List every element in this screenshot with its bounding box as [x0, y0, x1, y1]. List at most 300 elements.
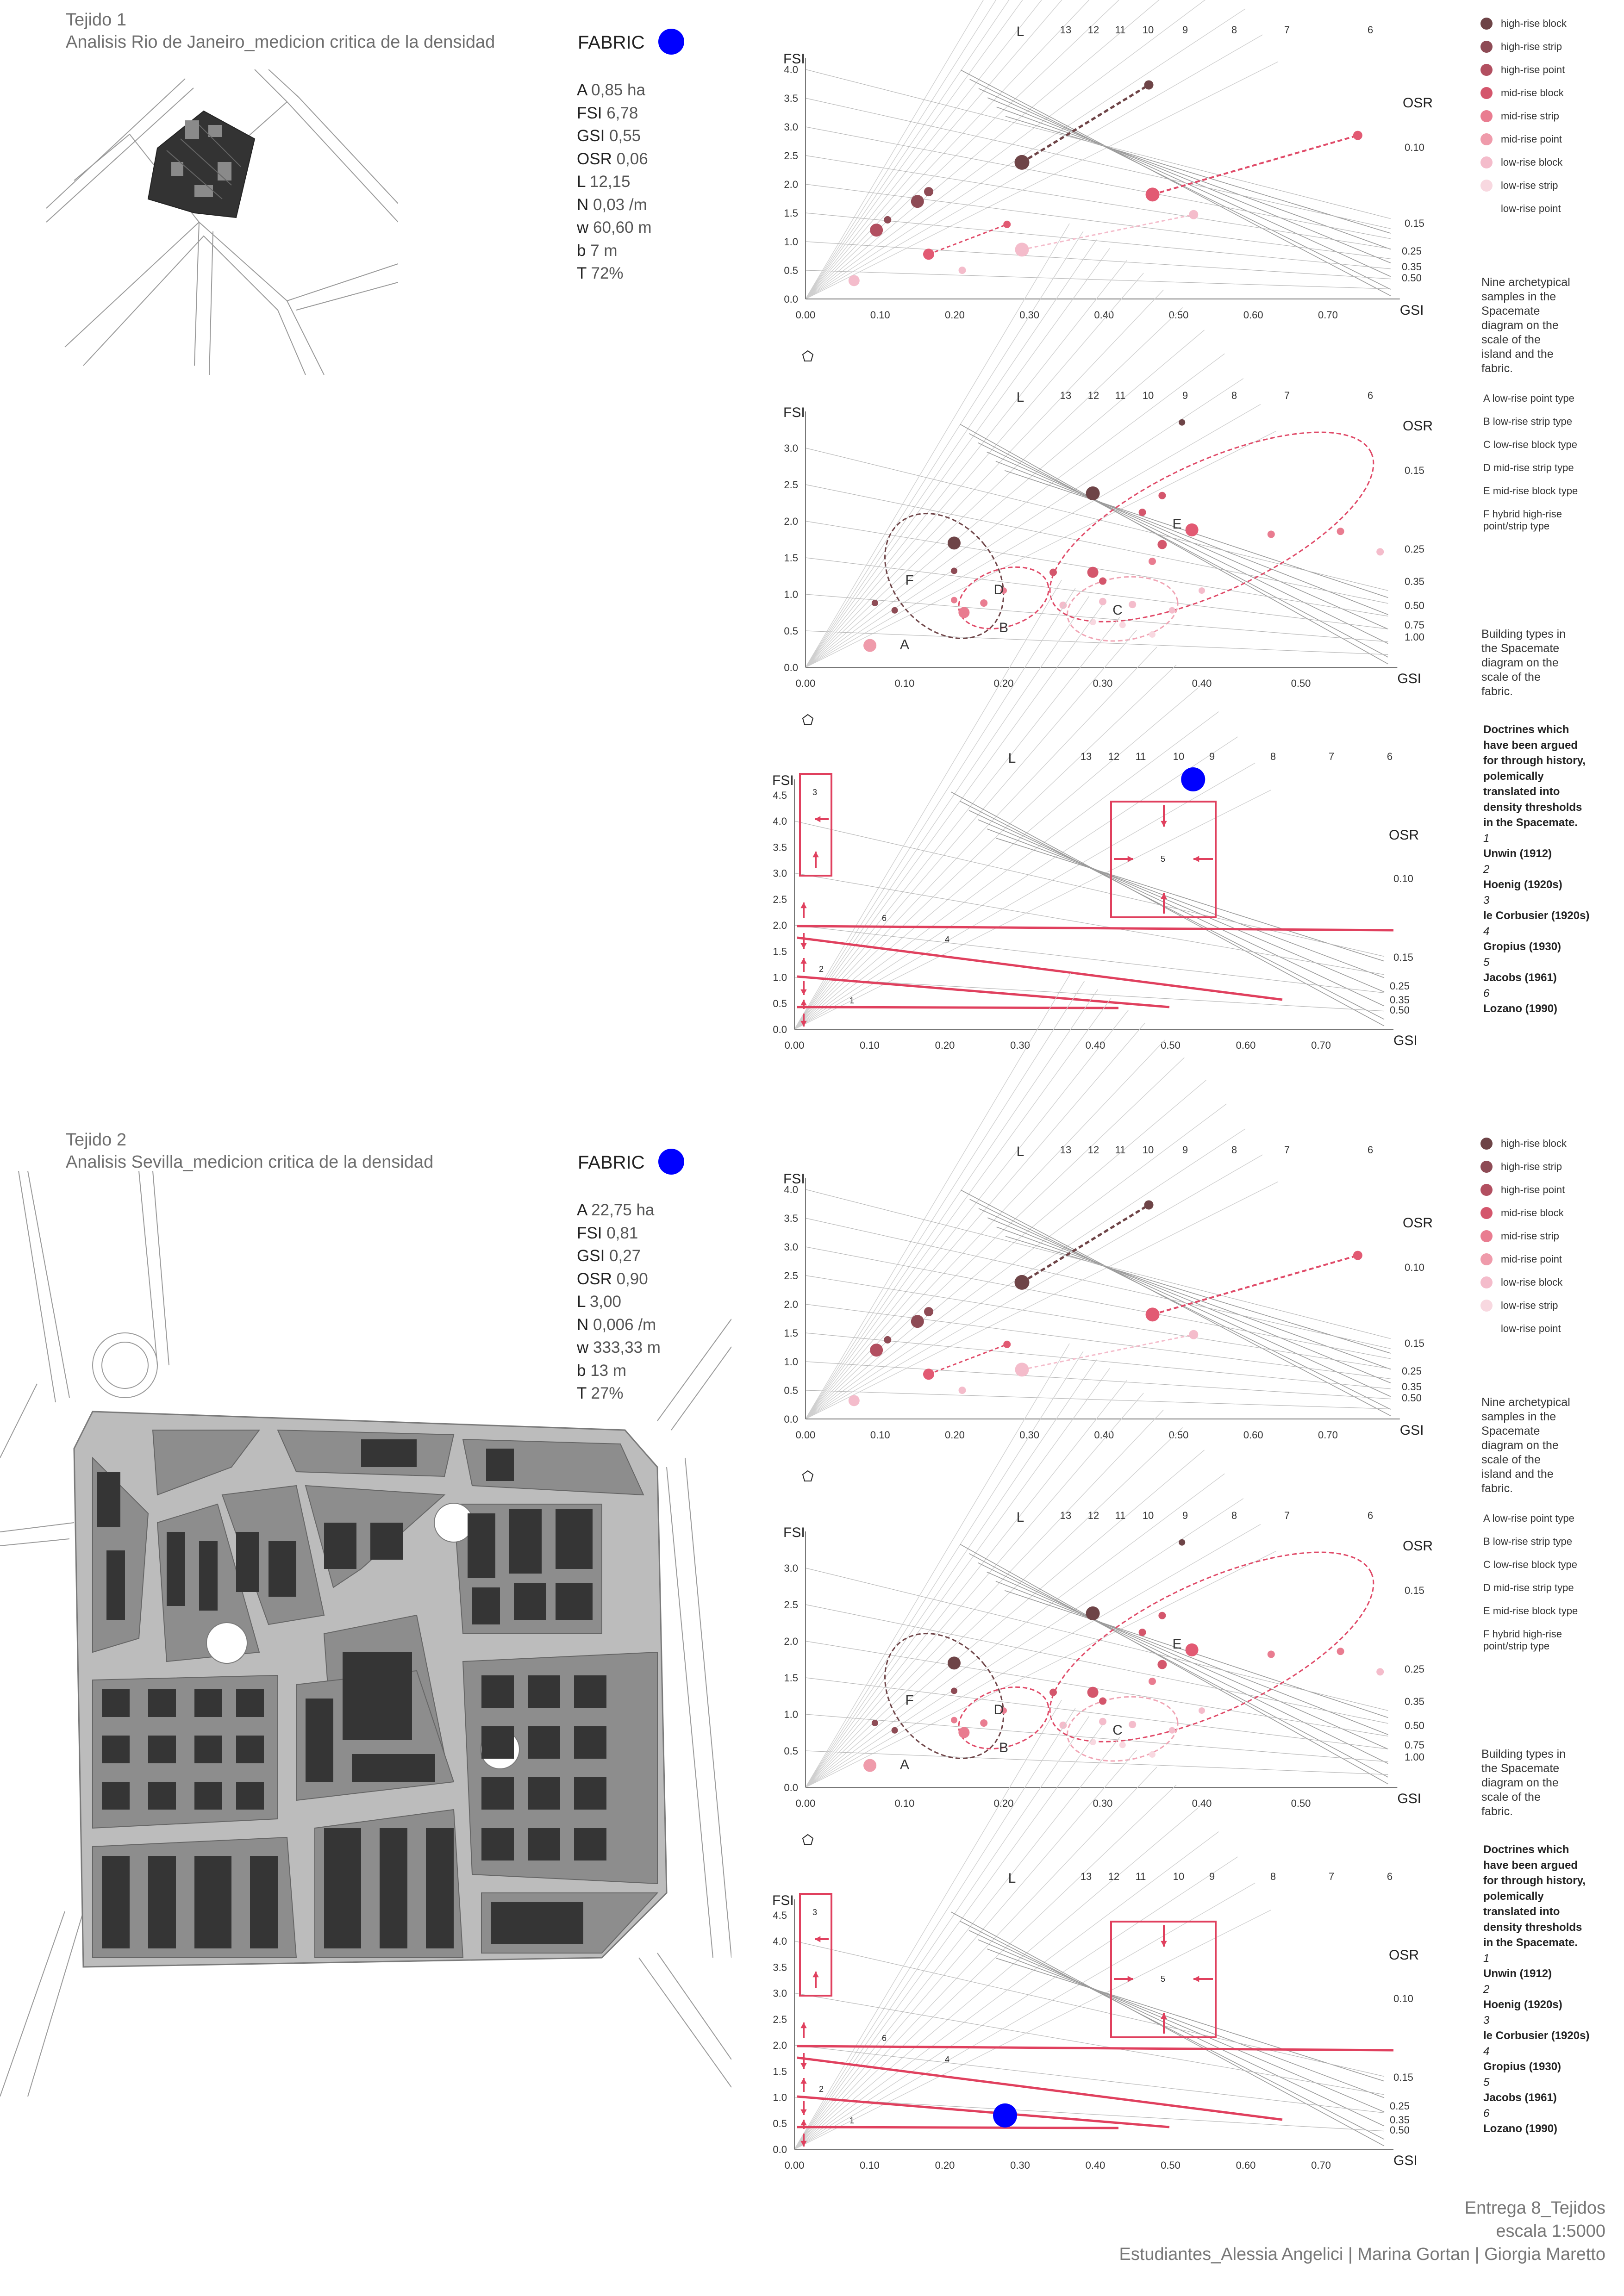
- data-point: [1144, 80, 1154, 89]
- data-point: [1149, 558, 1156, 565]
- data-point: [863, 639, 876, 652]
- data-point: [1086, 1606, 1100, 1620]
- y-tick-label: 0.5: [784, 265, 798, 276]
- metric-fsi: FSI 6,78: [577, 104, 638, 122]
- layer-label: 11: [1135, 1871, 1146, 1882]
- legend-swatch: [1480, 1138, 1493, 1150]
- osr-line: [961, 70, 1391, 296]
- connector-line: [1153, 136, 1358, 195]
- doctrine-line: [797, 938, 1282, 1000]
- layer-label: L: [1016, 1510, 1024, 1525]
- type-legend-item: E mid-rise block type: [1483, 1605, 1578, 1617]
- arrowhead-icon: [800, 943, 806, 949]
- x-tick-label: 0.70: [1318, 309, 1338, 321]
- osr-value-label: 0.35: [1402, 261, 1422, 273]
- legend-swatch: [1480, 180, 1493, 192]
- doctrine-index: 5: [1483, 956, 1490, 969]
- y-tick-label: 3.5: [784, 1213, 798, 1224]
- x-tick-label: 0.50: [1168, 309, 1189, 321]
- type-legend-item: B low-rise strip type: [1483, 416, 1572, 427]
- connector-line: [1153, 1256, 1358, 1315]
- metric-n: N 0,006 /m: [577, 1315, 656, 1334]
- metric-b: b 13 m: [577, 1361, 627, 1380]
- connector-line: [1022, 1335, 1193, 1370]
- metric-l: L 3,00: [577, 1293, 622, 1311]
- legend-item: [1480, 1230, 1559, 1242]
- osr-line: [961, 1190, 1391, 1416]
- doctrine-label: Unwin (1912): [1483, 1967, 1552, 1980]
- x-tick-label: 0.10: [870, 1429, 890, 1441]
- x-tick-label: 0.40: [1085, 1039, 1106, 1051]
- y-tick-label: 3.0: [784, 1241, 798, 1253]
- connector-line: [929, 1344, 1007, 1374]
- pentagon-icon: [803, 351, 813, 361]
- layer-line: [806, 0, 1184, 299]
- type-letter-label: F: [905, 1692, 914, 1708]
- data-point: [1149, 1751, 1156, 1758]
- x-tick-label: 0.20: [944, 309, 965, 321]
- x-tick-label: 0.20: [944, 1429, 965, 1441]
- x-tick-label: 0.50: [1291, 678, 1311, 689]
- data-point: [1158, 1612, 1166, 1619]
- osr-value-label: 0.35: [1390, 2114, 1410, 2126]
- density-line: [806, 485, 1388, 604]
- layer-label: L: [1016, 390, 1024, 405]
- y-tick-label: 0.5: [784, 625, 798, 637]
- data-point: [1099, 598, 1106, 605]
- layer-line: [806, 35, 1262, 299]
- legend-item: [1480, 1207, 1564, 1219]
- layer-line: [794, 1767, 1157, 2149]
- osr-line: [987, 829, 1384, 978]
- type-letter-label: B: [999, 1740, 1009, 1756]
- legend-label: mid-rise strip: [1501, 1230, 1559, 1242]
- doctrine-list: [1483, 1842, 1590, 2137]
- footer-scale: escala 1:5000: [1496, 2221, 1605, 2241]
- layer-label: 8: [1231, 390, 1237, 401]
- doctrine-label: le Corbusier (1920s): [1483, 909, 1590, 922]
- legend-label: low-rise block: [1501, 1276, 1563, 1288]
- y-tick-label: 0.5: [773, 2117, 787, 2129]
- x-tick-label: 0.60: [1243, 309, 1263, 321]
- osr-line: [987, 1218, 1390, 1383]
- layer-line: [794, 605, 1102, 1029]
- layer-line: [806, 354, 1224, 667]
- layer-line: [794, 1883, 1255, 2149]
- caption-archetypes: Nine archetypical samples in the Spacemate diagram on the scale of the island and the fabric.: [1481, 276, 1570, 375]
- layer-line: [794, 1737, 1120, 2149]
- type-cluster-ellipse: [1025, 394, 1399, 660]
- caption-archetypes: Nine archetypical samples in the Spacemate diagram on the scale of the island and the fabric.: [1481, 1396, 1570, 1495]
- data-point: [980, 1719, 987, 1727]
- osr-line: [969, 1930, 1384, 2126]
- layer-line: [806, 1351, 1083, 1787]
- type-legend-item: E mid-rise block type: [1483, 485, 1578, 497]
- x-tick-label: 0.10: [894, 1798, 915, 1809]
- osr-value-label: 0.75: [1405, 619, 1424, 631]
- data-point: [1169, 607, 1175, 614]
- x-tick-label: 0.20: [935, 1039, 955, 1051]
- footer-delivery: Entrega 8_Tejidos: [1464, 2198, 1605, 2218]
- y-tick-label: 3.0: [784, 442, 798, 454]
- layer-line: [794, 1708, 1075, 2149]
- legend-item: [1480, 110, 1559, 122]
- layer-label: 6: [1387, 751, 1393, 762]
- x-tick-label: 0.10: [894, 678, 915, 689]
- layer-line: [794, 1785, 1176, 2149]
- sheet-title: Tejido 1: [66, 10, 126, 30]
- data-point: [1090, 1739, 1096, 1745]
- legend-label: low-rise strip: [1501, 1300, 1558, 1311]
- osr-value-label: 0.15: [1405, 218, 1424, 229]
- data-point: [1376, 548, 1384, 555]
- layer-line: [806, 0, 1071, 299]
- legend-swatch: [1480, 1300, 1493, 1312]
- doctrine-intro: Doctrines which have been argued for through history, polemically translated into density thresholds in the Spacemate.: [1483, 723, 1586, 829]
- layer-line: [806, 1474, 1224, 1787]
- doctrine-line: [797, 2058, 1282, 2120]
- osr-label: OSR: [1389, 1948, 1419, 1963]
- layer-label: 10: [1173, 751, 1185, 762]
- data-point: [1149, 631, 1156, 638]
- y-tick-label: 2.5: [773, 2013, 787, 2025]
- doctrine-line: [797, 2127, 1118, 2128]
- density-line: [794, 977, 1384, 1011]
- layer-label: 10: [1142, 1144, 1154, 1156]
- y-tick-label: 4.0: [784, 64, 798, 75]
- osr-line: [987, 98, 1390, 263]
- layer-line: [806, 0, 1098, 299]
- doctrine-index: 4: [1483, 2045, 1490, 2058]
- layer-line: [794, 617, 1120, 1029]
- layer-label: 7: [1284, 390, 1290, 401]
- metric-b: b 7 m: [577, 241, 618, 260]
- layer-label: 6: [1387, 1871, 1393, 1882]
- layer-label: 13: [1080, 751, 1092, 762]
- legend-label: high-rise point: [1501, 64, 1565, 75]
- layer-label: 10: [1142, 24, 1154, 36]
- osr-line: [978, 1940, 1385, 2112]
- layer-line: [806, 290, 1163, 667]
- osr-value-label: 0.50: [1390, 2124, 1410, 2136]
- data-point: [1014, 1275, 1029, 1290]
- data-point: [1199, 1707, 1205, 1714]
- x-tick-label: 0.50: [1291, 1798, 1311, 1809]
- data-point: [948, 1656, 961, 1669]
- x-tick-label: 0.70: [1311, 1039, 1331, 1051]
- osr-value-label: 0.15: [1405, 1585, 1424, 1596]
- y-tick-label: 2.0: [784, 1299, 798, 1310]
- x-tick-label: 0.30: [1019, 1429, 1040, 1441]
- metric-l: L 12,15: [577, 173, 631, 191]
- y-axis-label: FSI: [783, 51, 805, 67]
- arrowhead-icon: [815, 816, 820, 822]
- data-point: [1186, 523, 1199, 536]
- layer-label: 10: [1173, 1871, 1185, 1882]
- layer-line: [794, 688, 1198, 1029]
- osr-label: OSR: [1403, 1215, 1433, 1231]
- legend-swatch: [1480, 18, 1493, 30]
- osr-line: [960, 424, 1388, 664]
- layer-label: 11: [1115, 390, 1126, 401]
- layer-line: [806, 260, 1127, 667]
- layer-label: 9: [1182, 24, 1188, 36]
- layer-line: [794, 1750, 1137, 2149]
- doctrine-label: Jacobs (1961): [1483, 2091, 1557, 2104]
- y-tick-label: 0.0: [773, 2144, 787, 2155]
- density-line: [806, 98, 1391, 229]
- legend-label: mid-rise point: [1501, 133, 1562, 145]
- x-tick-label: 0.10: [870, 309, 890, 321]
- type-legend-item: A low-rise point type: [1483, 1512, 1574, 1524]
- legend-swatch: [1480, 1230, 1493, 1242]
- data-point: [1149, 1678, 1156, 1685]
- type-letter-label: C: [1112, 1723, 1123, 1738]
- x-tick-label: 0.50: [1161, 1039, 1181, 1051]
- fabric-label: FABRIC: [578, 32, 645, 53]
- layer-label: 6: [1367, 1510, 1374, 1521]
- legend-item: [1480, 133, 1562, 145]
- y-tick-label: 4.0: [773, 815, 787, 827]
- doctrine-number: 6: [881, 914, 887, 923]
- data-point: [1087, 567, 1099, 578]
- osr-line: [969, 1554, 1388, 1777]
- arrowhead-icon: [800, 2109, 806, 2115]
- layer-label: 11: [1115, 24, 1126, 36]
- osr-value-label: 1.00: [1405, 631, 1424, 643]
- arrowhead-icon: [800, 958, 806, 964]
- x-tick-label: 0.70: [1318, 1429, 1338, 1441]
- legend-label: high-rise block: [1501, 18, 1567, 29]
- layer-line: [794, 665, 1176, 1029]
- y-tick-label: 2.0: [773, 920, 787, 931]
- doctrine-label: Lozano (1990): [1483, 2122, 1558, 2135]
- y-tick-label: 2.0: [784, 516, 798, 527]
- x-tick-label: 0.00: [795, 1429, 816, 1441]
- osr-line: [987, 1572, 1388, 1749]
- fabric-marker: [993, 2103, 1017, 2128]
- sheet-subtitle: Analisis Rio de Janeiro_medicion critica de la densidad: [66, 32, 495, 52]
- data-point: [1139, 1629, 1146, 1636]
- doctrine-line: [797, 1007, 1118, 1008]
- doctrine-number: 3: [812, 788, 818, 797]
- data-point: [1268, 1650, 1275, 1658]
- layer-label: 13: [1060, 24, 1072, 36]
- legend-item: [1480, 18, 1567, 30]
- y-tick-label: 4.5: [773, 1909, 787, 1921]
- data-point: [951, 1717, 957, 1724]
- data-point: [1353, 131, 1362, 140]
- osr-value-label: 0.35: [1405, 1696, 1424, 1707]
- arrowhead-icon: [1193, 1976, 1199, 1982]
- data-point: [924, 1307, 933, 1316]
- layer-line: [794, 763, 1255, 1029]
- x-tick-label: 0.00: [784, 1039, 805, 1051]
- caption-types: Building types in the Spacemate diagram on the scale of the fabric.: [1481, 628, 1566, 698]
- y-axis-label: FSI: [772, 1893, 794, 1908]
- layer-line: [806, 0, 1128, 299]
- layer-line: [806, 1380, 1127, 1787]
- layer-label: 9: [1209, 1871, 1215, 1882]
- type-cluster-ellipse: [1025, 1514, 1399, 1780]
- arrowhead-icon: [1161, 821, 1167, 827]
- legend-item: [1480, 1184, 1565, 1196]
- x-tick-label: 0.60: [1243, 1429, 1263, 1441]
- y-tick-label: 1.0: [784, 1709, 798, 1720]
- data-point: [1179, 419, 1185, 426]
- connector-line: [1022, 1205, 1149, 1282]
- doctrine-number: 3: [812, 1908, 818, 1917]
- y-tick-label: 0.5: [784, 1745, 798, 1757]
- data-point: [1157, 540, 1167, 549]
- arrowhead-icon: [1193, 856, 1199, 862]
- density-line: [794, 2097, 1384, 2131]
- data-point: [1199, 587, 1205, 594]
- layer-line: [794, 588, 1075, 1029]
- y-tick-label: 1.0: [784, 589, 798, 600]
- doctrine-number: 5: [1160, 854, 1166, 864]
- doctrine-number: 5: [1160, 1974, 1166, 1984]
- data-point: [1189, 210, 1198, 219]
- data-point: [1186, 1643, 1199, 1656]
- y-tick-label: 2.5: [784, 479, 798, 491]
- legend-item: [1480, 87, 1564, 99]
- data-point: [1049, 1689, 1057, 1696]
- osr-value-label: 0.35: [1390, 994, 1410, 1006]
- layer-label: 6: [1367, 1144, 1374, 1156]
- doctrine-line: [797, 926, 1393, 930]
- y-axis-label: FSI: [783, 1171, 805, 1187]
- arrowhead-icon: [800, 2120, 806, 2125]
- legend-item: [1480, 1161, 1562, 1173]
- arrowhead-icon: [800, 902, 806, 908]
- y-tick-label: 1.0: [773, 971, 787, 983]
- data-point: [1090, 619, 1096, 625]
- layer-label: 9: [1182, 390, 1188, 401]
- archetypes-chart: [783, 0, 1433, 361]
- x-tick-label: 0.30: [1010, 1039, 1030, 1051]
- osr-value-label: 0.25: [1390, 2100, 1410, 2112]
- data-point: [1015, 1363, 1029, 1376]
- doctrine-index: 3: [1483, 2014, 1490, 2027]
- osr-label: OSR: [1403, 418, 1433, 434]
- legend-swatch: [1480, 1161, 1493, 1173]
- type-legend-item: C low-rise block type: [1483, 1559, 1577, 1570]
- doctrine-intro: Doctrines which have been argued for through history, polemically translated into density thresholds in the Spacemate.: [1483, 1843, 1586, 1949]
- x-tick-label: 0.30: [1093, 1798, 1113, 1809]
- osr-value-label: 0.15: [1393, 2072, 1413, 2083]
- data-point: [1169, 1727, 1175, 1734]
- x-axis-label: GSI: [1399, 303, 1424, 318]
- fabric-marker: [1181, 767, 1205, 791]
- metric-a: A 0,85 ha: [577, 81, 645, 99]
- y-tick-label: 2.0: [773, 2040, 787, 2051]
- x-tick-label: 0.20: [993, 1798, 1014, 1809]
- legend-label: mid-rise block: [1501, 1207, 1564, 1219]
- type-legend-item: C low-rise block type: [1483, 439, 1577, 450]
- doctrine-number: 1: [849, 996, 855, 1005]
- layer-label: 12: [1087, 1510, 1099, 1521]
- osr-line: [969, 810, 1384, 1006]
- y-tick-label: 0.5: [773, 997, 787, 1009]
- x-tick-label: 0.30: [1019, 309, 1040, 321]
- osr-value-label: 0.10: [1405, 1262, 1424, 1273]
- y-tick-label: 4.0: [784, 1184, 798, 1195]
- layer-label: L: [1008, 1871, 1016, 1886]
- layer-label: 7: [1328, 751, 1335, 762]
- legend-swatch: [1480, 203, 1493, 215]
- data-point: [1337, 528, 1344, 535]
- doctrine-index: 1: [1483, 1952, 1490, 1965]
- layer-line: [806, 1410, 1163, 1787]
- legend-item: [1480, 1276, 1562, 1288]
- y-tick-label: 3.5: [773, 1961, 787, 1973]
- osr-value-label: 0.15: [1405, 1338, 1424, 1349]
- y-axis-label: FSI: [772, 773, 794, 788]
- x-tick-label: 0.60: [1236, 1039, 1256, 1051]
- layer-line: [794, 1716, 1089, 2149]
- archetypes-chart: [783, 973, 1433, 1481]
- data-point: [1119, 1742, 1126, 1748]
- caption-types: Building types in the Spacemate diagram on the scale of the fabric.: [1481, 1748, 1566, 1818]
- metric-gsi: GSI 0,27: [577, 1247, 641, 1265]
- data-point: [849, 275, 860, 286]
- arrowhead-icon: [800, 989, 806, 995]
- x-tick-label: 0.30: [1010, 2159, 1030, 2171]
- legend-item: [1480, 64, 1565, 76]
- arrowhead-icon: [812, 1972, 818, 1977]
- legend-swatch: [1480, 87, 1493, 99]
- x-tick-label: 0.40: [1094, 1429, 1114, 1441]
- osr-value-label: 0.50: [1402, 1392, 1422, 1404]
- y-tick-label: 2.5: [773, 893, 787, 905]
- osr-value-label: 0.50: [1405, 600, 1424, 611]
- osr-value-label: 0.25: [1405, 1663, 1424, 1675]
- legend-swatch: [1480, 64, 1493, 76]
- y-tick-label: 2.5: [784, 150, 798, 162]
- doctrine-index: 1: [1483, 832, 1490, 845]
- x-tick-label: 0.20: [935, 2159, 955, 2171]
- x-tick-label: 0.00: [795, 1798, 816, 1809]
- data-point: [923, 249, 934, 260]
- connector-line: [1022, 215, 1193, 250]
- type-letter-label: A: [899, 637, 910, 653]
- x-tick-label: 0.00: [795, 309, 816, 321]
- data-point: [948, 536, 961, 549]
- x-tick-label: 0.30: [1093, 678, 1113, 689]
- doctrine-index: 4: [1483, 925, 1490, 938]
- legend-swatch: [1480, 1184, 1493, 1196]
- x-tick-label: 0.50: [1168, 1429, 1189, 1441]
- layer-label: 8: [1270, 1871, 1276, 1882]
- osr-value-label: 0.35: [1402, 1381, 1422, 1393]
- data-point: [884, 216, 891, 224]
- type-letter-label: D: [993, 582, 1004, 597]
- type-legend-item: D mid-rise strip type: [1483, 1582, 1574, 1593]
- layer-label: 11: [1115, 1144, 1126, 1156]
- footer-students: Estudiantes_Alessia Angelici | Marina Gortan | Giorgia Maretto: [1119, 2245, 1605, 2264]
- data-point: [1157, 1660, 1167, 1669]
- doctrine-list: [1483, 722, 1590, 1017]
- layer-label: 13: [1060, 1510, 1072, 1521]
- doctrine-label: Gropius (1930): [1483, 2060, 1562, 2073]
- layer-label: 13: [1060, 1144, 1072, 1156]
- density-line: [806, 1218, 1391, 1349]
- layer-line: [806, 1023, 1145, 1419]
- osr-value-label: 0.25: [1405, 543, 1424, 555]
- type-letter-label: B: [999, 620, 1009, 636]
- doctrine-label: Unwin (1912): [1483, 847, 1552, 860]
